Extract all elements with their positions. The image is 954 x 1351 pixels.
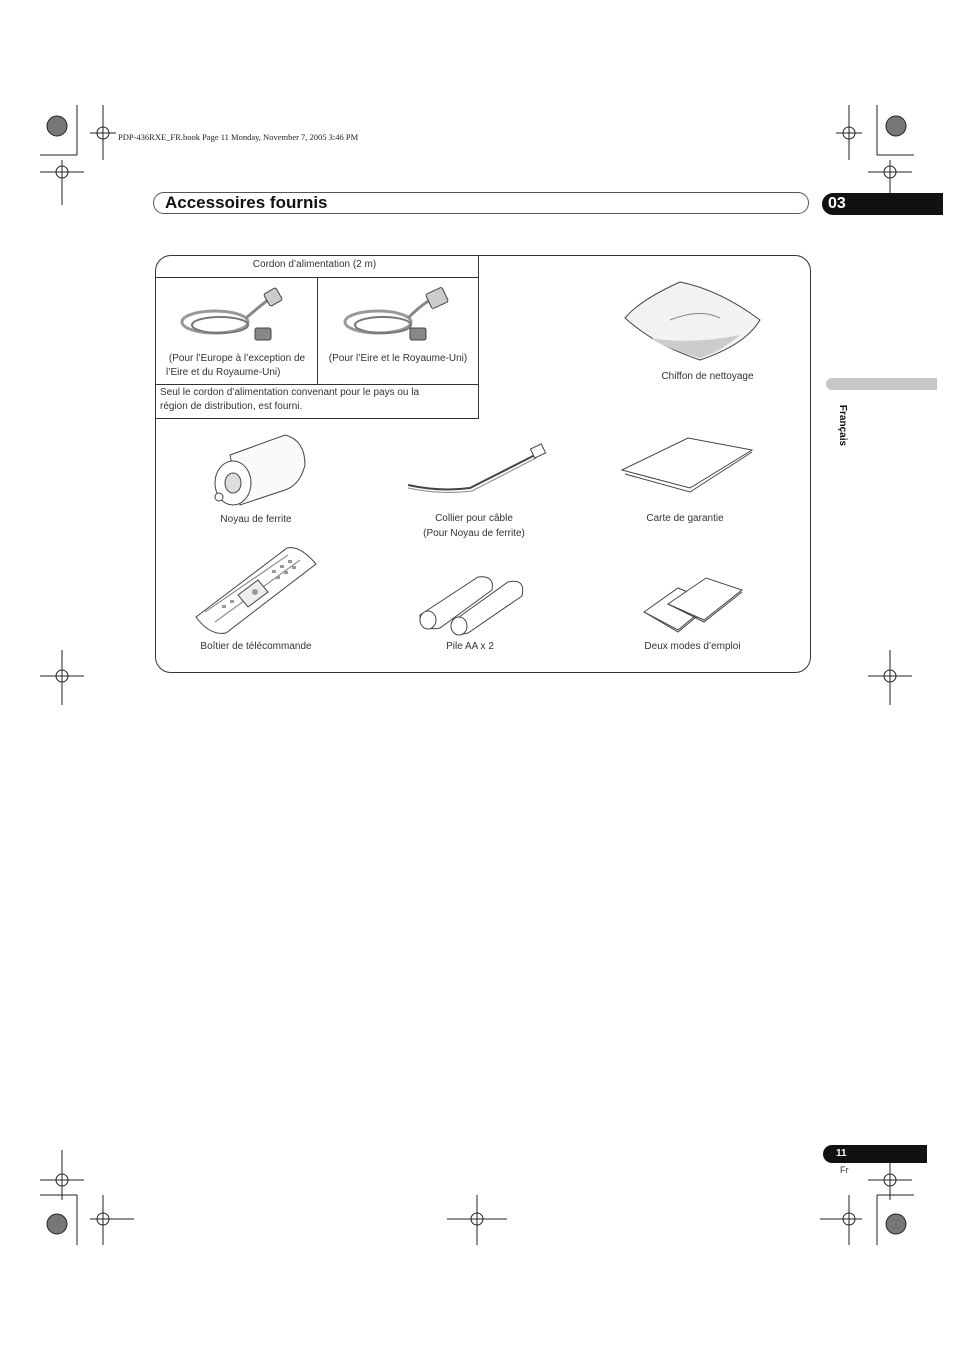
remote-control-icon: [196, 548, 316, 634]
ferrite-core-icon: [215, 435, 305, 505]
remote-control-label: Boîtier de télécommande: [200, 641, 312, 652]
power-cord-europe-label-2: l’Eire et du Royaume-Uni): [166, 367, 281, 378]
batteries-label: Pile AA x 2: [446, 641, 494, 652]
power-cord-note-1: Seul le cordon d’alimentation convenant pour le pays ou la: [160, 387, 420, 398]
power-cord-europe-label-1: (Pour l’Europe à l’exception de: [168, 353, 306, 364]
file-info: PDP-436RXE_FR.book Page 11 Monday, November 7, 2005 3:46 PM: [118, 132, 359, 142]
warranty-card-icon: [622, 438, 752, 492]
manuals-icon: [644, 578, 742, 632]
cleaning-cloth-label: Chiffon de nettoyage: [661, 371, 754, 382]
chapter-number: 03: [828, 195, 846, 212]
page-title: Accessoires fournis: [165, 193, 328, 212]
cable-tie-label-1: Collier pour câble: [435, 513, 513, 524]
page-lang-code: Fr: [840, 1165, 849, 1175]
page-number: 11: [836, 1148, 847, 1159]
cable-tie-icon: [408, 444, 546, 493]
power-cord-uk-icon: [345, 287, 449, 340]
cleaning-cloth-icon: [625, 282, 760, 360]
language-label: Français: [837, 404, 849, 447]
warranty-card-label: Carte de garantie: [646, 513, 724, 524]
power-cord-europe-icon: [182, 287, 283, 340]
ferrite-core-label: Noyau de ferrite: [220, 514, 292, 525]
power-cord-uk-label: (Pour l’Eire et le Royaume-Uni): [328, 353, 468, 364]
power-cord-title: Cordon d’alimentation (2 m): [252, 259, 377, 270]
manuals-label: Deux modes d’emploi: [644, 641, 741, 652]
power-cord-note-2: région de distribution, est fourni.: [160, 401, 303, 412]
cable-tie-label-2: (Pour Noyau de ferrite): [423, 528, 525, 539]
batteries-icon: [420, 577, 523, 635]
